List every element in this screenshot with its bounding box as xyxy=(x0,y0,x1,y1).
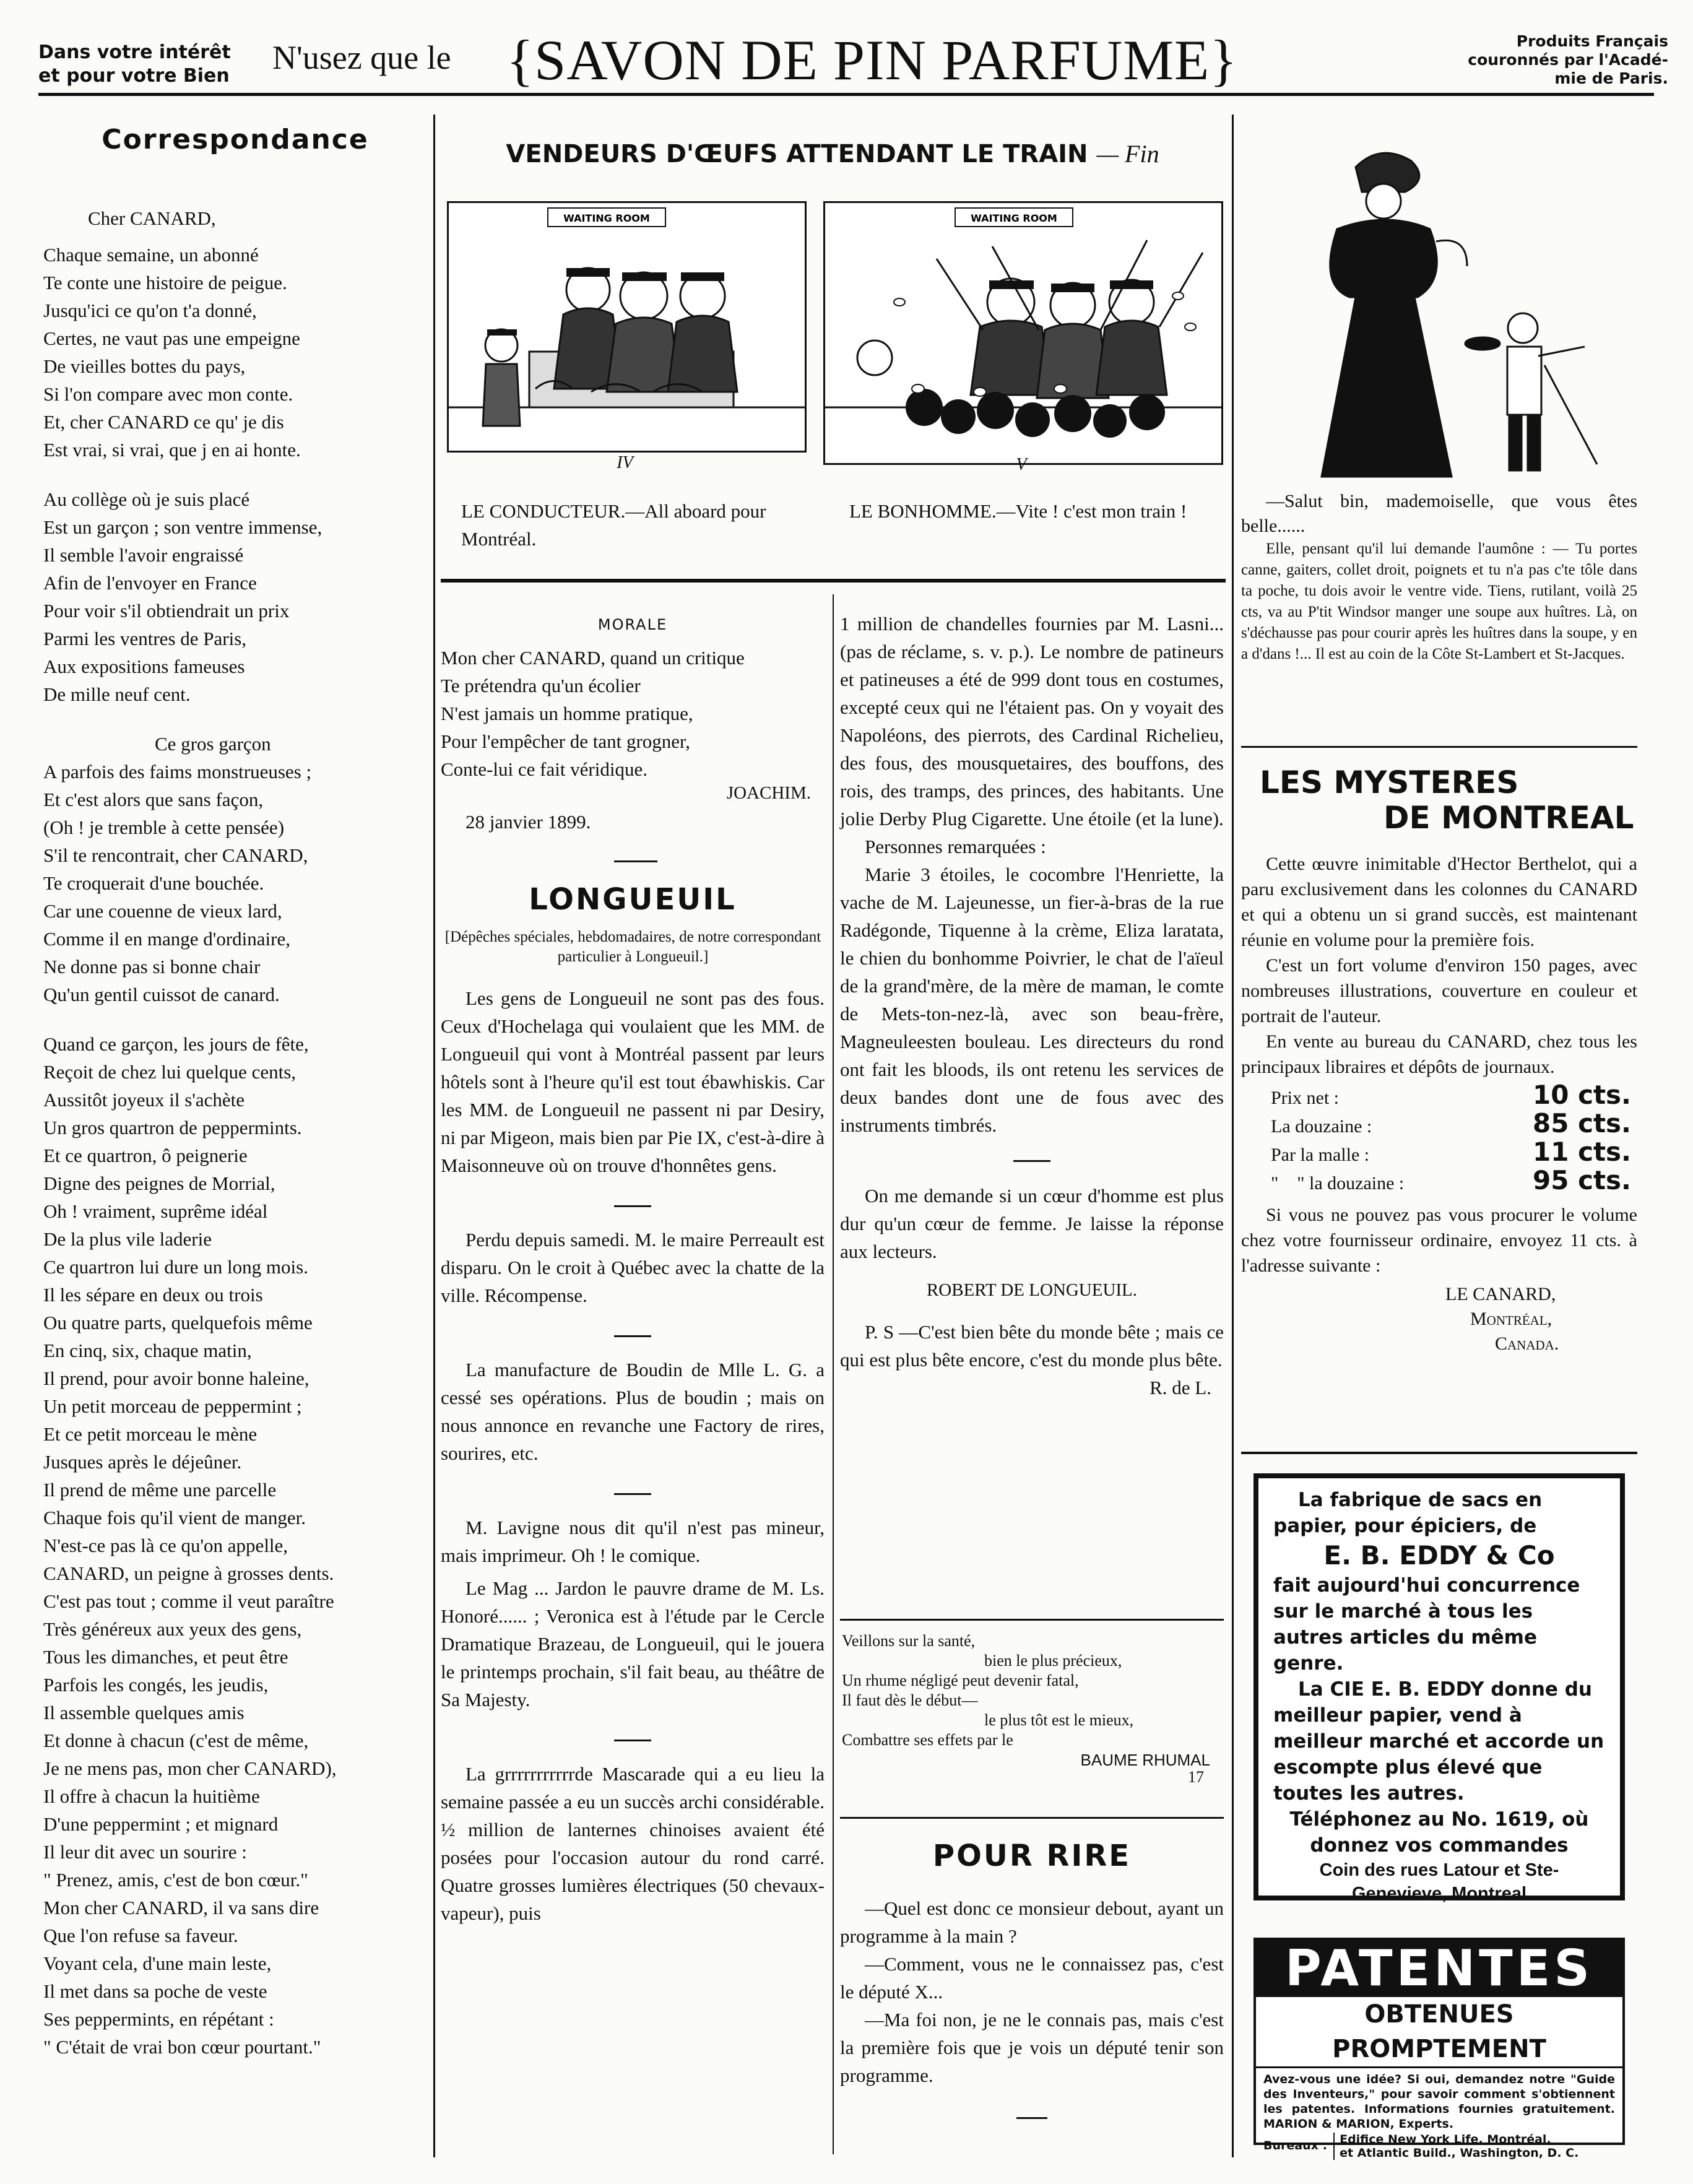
longueuil-para-5: Le Mag ... Jardon le pauvre drame de M. Ls. Honoré...... ; Veronica est à l'étude par le Cercle Dramatique Brazeau, de Longueuil, qui le jouera le printemps prochain, s'il fait beau, au théâtre de Sa Majesty. xyxy=(441,1577,825,1710)
poem-line: Voyant cela, d'une main leste, xyxy=(43,1952,272,1974)
poem-line: Il met dans sa poche de veste xyxy=(43,1980,267,2002)
mysteres-rule xyxy=(1241,746,1637,748)
salut-para-2: Elle, pensant qu'il lui demande l'aumône : — Tu portes canne, gaiters, collet droit, poignets et tu n'a pas c'te tôle dans ta poche, tu dois avoir le ventre vide. Tiens, rutilant, voilà 25 cts, va au P'tit Windsor manger une soupe aux huîtres. Là, on s'déchausse pas pour courir après les huîtres dans la soupe, y en a d'dans !... Il est au coin de la Côte St-Lambert et St-Jacques. xyxy=(1241,540,1637,662)
longueuil-para-2: Perdu depuis samedi. M. le maire Perreault est disparu. On le croit à Québec avec la chatte de la ville. Récompense. xyxy=(441,1229,825,1306)
cartoon-panel-4 xyxy=(447,201,807,453)
poem-line: " Prenez, amis, c'est de bon cœur." xyxy=(43,1869,308,1891)
poem-line: Aux expositions fameuses xyxy=(43,656,245,677)
poem-line: Et donne à chacun (c'est de même, xyxy=(43,1730,309,1751)
eddy-ad-inner xyxy=(1258,1478,1620,1905)
poem-line: Il prend de même une parcelle xyxy=(43,1479,277,1501)
eddy-brand: E. B. EDDY & Co xyxy=(1323,1540,1555,1571)
morale-signature: JOACHIM. xyxy=(726,783,811,803)
poem-line: Tous les dimanches, et peut être xyxy=(43,1646,288,1668)
poem-line: Que l'on refuse sa faveur. xyxy=(43,1925,238,1946)
longueuil-subtitle: [Dépêches spéciales, hebdomadaires, de notre correspondant particulier à Longueuil.] xyxy=(444,929,821,965)
poem-line: Très généreux aux yeux des gens, xyxy=(43,1618,302,1640)
price-value-4: 95 cts. xyxy=(1533,1165,1631,1195)
mysteres-para-2: C'est un fort volume d'environ 150 pages, avec nombreuses illustrations, couverture en couleur et portrait de l'auteur. xyxy=(1241,955,1637,1026)
poem-line: Aussitôt joyeux il s'achète xyxy=(43,1089,245,1111)
panel-5-number: V xyxy=(1016,455,1027,474)
morale-date: 28 janvier 1899. xyxy=(465,811,591,833)
poem-line: C'est pas tout ; comme il veut paraître xyxy=(43,1590,334,1612)
longueuil-para-1: Les gens de Longueuil ne sont pas des fous. Ceux d'Hochelaga qui voulaient que les MM. de Longueuil qui vont à Montréal passent par leurs hôtels sont à l'heure qu'il est tout ébawhiskis. Car les MM. de Longueuil ne passent ni par Desiry, ni par Migeon, mais bien par Pie IX, c'est-à-dire à Maisonneuve où on trouve d'honnêtes gens. xyxy=(441,987,825,1176)
poem-line: Quand ce garçon, les jours de fête, xyxy=(43,1033,309,1055)
patentes-title: PATENTES xyxy=(1256,1940,1622,1997)
mysteres-para-3: En vente au bureau du CANARD, chez tous les principaux libraires et dépôts de journaux. xyxy=(1241,1031,1637,1077)
baume-line-4: Il faut dès le début— xyxy=(842,1691,978,1709)
dash-3 xyxy=(614,1493,651,1495)
price-value-2: 85 cts. xyxy=(1533,1108,1631,1138)
column-rule-2 xyxy=(1232,115,1234,2157)
header-left-line1: Dans votre intérêt xyxy=(38,41,231,63)
header-rule xyxy=(38,93,1654,96)
eddy-ad xyxy=(1254,1473,1625,1904)
poem-line: Il prend, pour avoir bonne haleine, xyxy=(43,1367,310,1389)
panel-5-caption-text: —Vite ! c'est mon train ! xyxy=(996,500,1187,522)
poem-stanza-1 xyxy=(43,241,427,464)
mysteres-para-1: Cette œuvre inimitable d'Hector Berthelot, qui a paru exclusivement dans les colonnes du CANARD et qui a obtenu un si grand succès, est maintenant réunie en volume pour la première fois. xyxy=(1241,854,1637,950)
poem-line: Ne donne pas si bonne chair xyxy=(43,956,261,977)
baume-rule xyxy=(840,1619,1224,1621)
price-label-4: " " la douzaine : xyxy=(1271,1173,1405,1194)
patentes-subtitle: OBTENUES PROMPTEMENT xyxy=(1256,1997,1622,2068)
poem-line: N'est-ce pas là ce qu'on appelle, xyxy=(43,1535,288,1556)
correspondance-poem xyxy=(43,204,427,2061)
poem-line: Et ce quartron, ô peignerie xyxy=(43,1145,248,1166)
cartoon-panel-4-drawing xyxy=(449,203,805,451)
poem-line: Est un garçon ; son ventre immense, xyxy=(43,516,323,538)
eddy-line-1: La fabrique de sacs en papier, pour épiciers, de xyxy=(1273,1489,1543,1537)
panel-4-speaker: LE CONDUCTEUR. xyxy=(461,500,626,522)
poem-line: Te conte une histoire de peigue. xyxy=(43,272,287,293)
poem-line: Il semble l'avoir engraissé xyxy=(43,544,244,566)
poem-line: Pour voir s'il obtiendrait un prix xyxy=(43,600,290,622)
patentes-text: Avez-vous une idée? Si oui, demandez notre "Guide des Inventeurs," pour savoir comment s'obtiennent les patentes. Informations fournies gratuitement. MARION & MARION, Experts. xyxy=(1263,2073,1615,2131)
eddy-line-4: Téléphonez au No. 1619, où donnez vos commandes xyxy=(1289,1808,1589,1857)
poem-stanza-2 xyxy=(43,485,427,708)
poem-line: Reçoit de chez lui quelque cents, xyxy=(43,1061,297,1083)
poem-line: Ce quartron lui dure un long mois. xyxy=(43,1256,308,1278)
poem-line: De la plus vile laderie xyxy=(43,1228,212,1250)
poem-line: De mille neuf cent. xyxy=(43,683,191,705)
poem-line: Et ce petit morceau le mène xyxy=(43,1423,258,1445)
poem-line: Ou quatre parts, quelquefois même xyxy=(43,1312,313,1333)
poem-line: Un petit morceau de peppermint ; xyxy=(43,1395,302,1417)
poem-line: " C'était de vrai bon cœur pourtant." xyxy=(43,2036,321,2058)
longueuil-col2-para-1: 1 million de chandelles fournies par M. Lasni... (pas de réclame, s. v. p.). Le nombre de patineurs et patineuses a été de 999 dont tous en costumes, excepté ceux qui ne l'étaient pas. On y voyait des Napoléons, des pierrots, des Cardinal Richelieu, des fous, des mousquetaires, des bouffons, des rois, des tramps, des princes, des habitants. Une jolie Derby Plug Cigarette. Une étoile (et la lune). xyxy=(840,613,1224,830)
pour-rire-dash xyxy=(1016,2117,1047,2119)
poem-stanza-4 xyxy=(43,1030,427,2061)
poem-line: Mon cher CANARD, il va sans dire xyxy=(43,1897,319,1918)
cartoon-title-row xyxy=(439,139,1226,168)
poem-line: En cinq, six, chaque matin, xyxy=(43,1340,252,1361)
longueuil-col2 xyxy=(840,610,1224,1402)
dash-1 xyxy=(614,1205,651,1207)
cartoon-panel-5-drawing xyxy=(825,203,1221,463)
panel-5-speaker: LE BONHOMME. xyxy=(849,500,997,522)
poem-stanza-3 xyxy=(43,730,427,1008)
poem-line: Mon cher CANARD, quand un critique xyxy=(441,647,745,669)
longueuil-col2-para-2: Personnes remarquées : xyxy=(865,836,1046,857)
pour-rire-title: POUR RIRE xyxy=(932,1839,1132,1873)
patentes-addr-1: Edifice New York Life, Montréal. xyxy=(1340,2133,1551,2146)
poem-line: CANARD, un peigne à grosses dents. xyxy=(43,1562,334,1584)
price-value-3: 11 cts. xyxy=(1533,1137,1631,1167)
poem-greeting: Cher CANARD, xyxy=(88,207,216,229)
patentes-bureaux-label: Bureaux : xyxy=(1263,2139,1328,2152)
lady-illustration xyxy=(1263,142,1634,489)
mysteres-title-2: DE MONTREAL xyxy=(1383,800,1634,836)
poem-line: Conte-lui ce fait véridique. xyxy=(441,758,647,780)
poem-line: Si l'on compare avec mon conte. xyxy=(43,383,293,405)
pour-rire-rule xyxy=(840,1817,1224,1819)
cartoon-title: VENDEURS D'ŒUFS ATTENDANT LE TRAIN xyxy=(506,140,1088,168)
mysteres-para-4: Si vous ne pouvez pas vous procurer le volume chez votre fournisseur ordinaire, envoyez 11 cts. à l'adresse suivante : xyxy=(1241,1205,1637,1276)
poem-line: Digne des peignes de Morrial, xyxy=(43,1172,275,1194)
poem-line: Il assemble quelques amis xyxy=(43,1702,245,1723)
dash-5 xyxy=(1013,1160,1050,1162)
poem-line: Est vrai, si vrai, que j en ai honte. xyxy=(43,439,301,461)
price-row-4 xyxy=(1271,1165,1631,1196)
longueuil-ps-signature: R. de L. xyxy=(1150,1377,1211,1398)
poem-line: Te prétendra qu'un écolier xyxy=(441,675,641,696)
eddy-top-rule xyxy=(1241,1452,1637,1454)
cartoon-rule xyxy=(441,579,1226,583)
header-title: SAVON DE PIN PARFUME xyxy=(534,28,1210,92)
poem-line: (Oh ! je tremble à cette pensée) xyxy=(43,817,285,838)
pour-rire-para-2: —Comment, vous ne le connaissez pas, c'est le député X... xyxy=(840,1953,1224,2003)
eddy-line-2: fait aujourd'hui concurrence sur le marché à tous les autres articles du même genre. xyxy=(1273,1574,1580,1675)
longueuil-col2-para-4: On me demande si un cœur d'homme est plus dur qu'un cœur de femme. Je laisse la réponse aux lecteurs. xyxy=(840,1185,1224,1262)
mysteres-prices xyxy=(1241,1082,1637,1196)
poem-line: Car une couenne de vieux lard, xyxy=(43,900,282,922)
price-value-1: 10 cts. xyxy=(1533,1080,1631,1110)
brace-right: } xyxy=(1210,28,1238,92)
header-right-line1: Produits Français xyxy=(1516,32,1668,50)
pour-rire-text xyxy=(840,1894,1224,2089)
eddy-line-3: La CIE E. B. EDDY donne du meilleur papier, vend à meilleur marché et accorde un escompte plus élevé que toutes les autres. xyxy=(1273,1678,1604,1805)
longueuil-ps: P. S —C'est bien bête du monde bête ; mais ce qui est plus bête encore, c'est du monde plus bête. xyxy=(840,1321,1224,1371)
cartoon-panel-5 xyxy=(823,201,1223,465)
price-row-3 xyxy=(1271,1139,1631,1168)
poem-line: Afin de l'envoyer en France xyxy=(43,572,257,594)
mysteres-address xyxy=(1241,1282,1637,1356)
longueuil-col1 xyxy=(441,984,825,1927)
poem-line: Et c'est alors que sans façon, xyxy=(43,789,264,810)
header-left xyxy=(38,41,274,88)
price-label-1: Prix net : xyxy=(1271,1088,1339,1108)
patentes-addresses xyxy=(1333,2133,1578,2160)
poem-line: Jusqu'ici ce qu'on t'a donné, xyxy=(43,300,257,321)
patentes-ad xyxy=(1254,1938,1625,2160)
mysteres-title-1: LES MYSTERES xyxy=(1260,765,1519,800)
poem-line: Comme il en mange d'ordinaire, xyxy=(43,928,291,950)
poem-line: D'une peppermint ; et mignard xyxy=(43,1813,279,1835)
poem-line: S'il te rencontrait, cher CANARD, xyxy=(43,844,308,866)
panel-4-caption xyxy=(461,497,808,553)
poem-line: Qu'un gentil cuissot de canard. xyxy=(43,984,280,1005)
patentes-bureaux xyxy=(1256,2131,1622,2161)
poem-line: Te croquerait d'une bouchée. xyxy=(43,872,264,894)
price-row-2 xyxy=(1271,1108,1631,1139)
baume-line-2: bien le plus précieux, xyxy=(984,1652,1122,1670)
poem-line: Et, cher CANARD ce qu' je dis xyxy=(43,411,284,433)
pour-rire-para-1: —Quel est donc ce monsieur debout, ayant un programme à la main ? xyxy=(840,1897,1224,1947)
address-line-2: Montréal, xyxy=(1470,1309,1552,1329)
poem-line: Pour l'empêcher de tant grogner, xyxy=(441,730,690,752)
poem-line: Il leur dit avec un sourire : xyxy=(43,1841,247,1863)
poem-line: Chaque fois qu'il vient de manger. xyxy=(43,1507,306,1528)
panel-4-caption-text: —All aboard pour Montréal. xyxy=(461,500,766,550)
price-label-3: Par la malle : xyxy=(1271,1145,1370,1165)
cartoon-fin: — Fin xyxy=(1096,140,1159,168)
header-right-line2: couronnés par l'Acadé- xyxy=(1468,51,1668,69)
morale-title: MORALE xyxy=(597,616,668,633)
price-row-1 xyxy=(1271,1082,1631,1111)
longueuil-title: LONGUEUIL xyxy=(529,882,737,917)
poem-line: Je ne mens pas, mon cher CANARD), xyxy=(43,1757,337,1779)
column-rule-1 xyxy=(433,115,435,2157)
lady-illustration-drawing xyxy=(1263,142,1634,489)
baume-line-5: le plus tôt est le mieux, xyxy=(984,1711,1134,1729)
address-line-1: LE CANARD, xyxy=(1445,1284,1556,1304)
longueuil-signature: ROBERT DE LONGUEUIL. xyxy=(926,1280,1138,1300)
header-nusez: N'usez que le xyxy=(272,39,451,76)
header-title-wrap xyxy=(506,27,1342,93)
salut-para-1: —Salut bin, mademoiselle, que vous êtes belle...... xyxy=(1241,491,1637,536)
poem-line: Oh ! vraiment, suprême idéal xyxy=(43,1200,268,1222)
patentes-addr-2: et Atlantic Build., Washington, D. C. xyxy=(1340,2146,1579,2160)
poem-line: Il offre à chacun la huitième xyxy=(43,1785,260,1807)
baume-ad xyxy=(842,1631,1223,1785)
pour-rire-para-3: —Ma foi non, je ne le connais pas, mais c'est la première fois que je vois un député tenir son programme. xyxy=(840,2009,1224,2086)
longueuil-para-3: La manufacture de Boudin de Mlle L. G. a cessé ses opérations. Plus de boudin ; mais on nous annonce en revanche une Factory de rires, sourires, etc. xyxy=(441,1359,825,1464)
poem-line: Un gros quartron de peppermints. xyxy=(43,1117,302,1138)
longueuil-para-6: La grrrrrrrrrrrde Mascarade qui a eu lieu la semaine passée a eu un succès archi considérable. ½ million de lanternes chinoises avaient été posées pour l'occasion autour du rond carré. Quatre grosses lumières électriques (50 chevaux-vapeur), puis xyxy=(441,1763,825,1924)
baume-line-1: Veillons sur la santé, xyxy=(842,1632,976,1650)
panel-4-number: IV xyxy=(617,453,633,472)
address-line-3: Canada. xyxy=(1495,1333,1559,1354)
correspondance-title: Correspondance xyxy=(102,124,369,155)
poem-line: Chaque semaine, un abonné xyxy=(43,244,259,266)
poem-line: Certes, ne vaut pas une empeigne xyxy=(43,327,300,349)
salut-text xyxy=(1241,489,1637,665)
header-left-line2: et pour votre Bien xyxy=(38,65,230,87)
poem-line: Au collège où je suis placé xyxy=(43,488,250,510)
waiting-room-sign-5: WAITING ROOM xyxy=(971,212,1057,224)
poem-line: Ce gros garçon xyxy=(155,733,271,755)
waiting-room-sign-4: WAITING ROOM xyxy=(563,212,650,224)
header-right xyxy=(1346,32,1668,88)
poem-line: Ses peppermints, en répétant : xyxy=(43,2008,274,2030)
mysteres-body xyxy=(1241,851,1637,1356)
longueuil-col2-para-3: Marie 3 étoiles, le cocombre l'Henriette, la vache de M. Lajeunesse, un fier-à-bras de la rue Radégonde, Tiquenne à la crème, Eliza laratata, le chien du bonhomme Poivrier, le chat de l'aïeul de la grand'mère, de la mère de maman, le comte de Mets-ton-nez-là, avec son beau-frère, Magneuleesten bouleau. Les directeurs du rond ont fait les bloods, ils ont retenu les services de deux bandes dont une de fous avec des instruments timbrés. xyxy=(840,864,1224,1136)
longueuil-para-4: M. Lavigne nous dit qu'il n'est pas mineur, mais imprimeur. Oh ! le comique. xyxy=(441,1517,825,1566)
baume-line-6: Combattre ses effets par le xyxy=(842,1731,1013,1749)
brace-left: { xyxy=(506,28,535,92)
baume-brand: BAUME RHUMAL xyxy=(1080,1751,1210,1769)
poem-line: N'est jamais un homme pratique, xyxy=(441,703,693,724)
poem-line: A parfois des faims monstrueuses ; xyxy=(43,761,312,782)
column-rule-middle xyxy=(833,594,834,2154)
poem-line: Il les sépare en deux ou trois xyxy=(43,1284,263,1306)
baume-line-3: Un rhume négligé peut devenir fatal, xyxy=(842,1671,1079,1689)
panel-5-caption xyxy=(849,497,1221,525)
eddy-line-5: Coin des rues Latour et Ste-Genevieve, Montreal xyxy=(1319,1860,1559,1904)
poem-line: De vieilles bottes du pays, xyxy=(43,355,246,377)
dash-2 xyxy=(614,1335,651,1337)
baume-number: 17 xyxy=(1188,1768,1204,1786)
morale-dash xyxy=(614,860,657,862)
poem-line: Parmi les ventres de Paris, xyxy=(43,628,247,649)
price-label-2: La douzaine : xyxy=(1271,1116,1372,1137)
morale-poem xyxy=(441,644,825,783)
dash-4 xyxy=(614,1740,651,1741)
poem-line: Parfois les congés, les jeudis, xyxy=(43,1674,269,1696)
header-right-line3: mie de Paris. xyxy=(1554,69,1668,87)
poem-line: Jusques après le déjeûner. xyxy=(43,1451,242,1473)
